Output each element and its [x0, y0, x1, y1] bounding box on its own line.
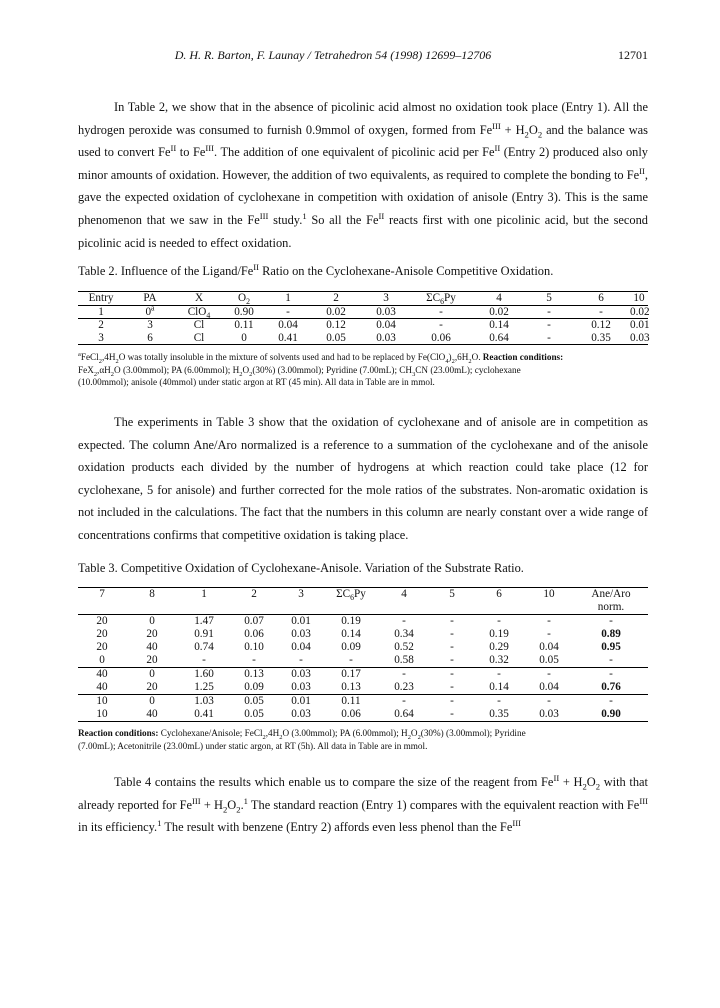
table-row: 2 3 Cl 0.11 0.04 0.12 0.04 - 0.14 - 0.12 0.01 — [98, 319, 650, 332]
table2-header-row: Entry PA X $O_2$ 1 2 3 $\Sigma C_6Py$ 4 5 6 10 — [78, 292, 648, 306]
table-3 — [78, 587, 648, 722]
table-row: 10 40 0.41 0.05 0.03 0.06 0.64 - 0.35 0.03 0.90 — [78, 708, 648, 722]
paragraph-3: Table 4 contains the results which enable us to compare the size of the reagent from $Fe^{II} + H_2O_2$ with that already reported for $Fe^{III} + H_2O_2.^1$ The standard reaction (Entry 1) compares with the equivalent reaction with $Fe^{III}$ in its efficiency.$^1$ The result with benzene (Entry 2) affords even less phenol than the $Fe^{III}$ — [78, 772, 648, 835]
table-row: 0 20 - - - - 0.58 - 0.32 0.05 - — [78, 654, 648, 668]
table-row: 40 0 1.60 0.13 0.03 0.17 - - - - - — [96, 668, 613, 680]
table-row: 3 6 Cl 0 0.41 0.05 0.03 0.06 0.64 - 0.35 0.03 — [78, 332, 648, 345]
table-row: 20 20 0.91 0.06 0.03 0.14 0.34 - 0.19 - 0.89 — [96, 628, 621, 640]
table3-header-row-2: norm. — [78, 601, 648, 615]
table-row: 20 40 0.74 0.10 0.04 0.09 0.52 - 0.29 0.04 0.95 — [96, 641, 621, 653]
paragraph-1: In Table 2, we show that in the absence of picolinic acid almost no oxidation took place (Entry 1). All the hydrogen peroxide was consumed to furnish 0.9mmol of oxygen, formed from $Fe^{III} + H_2O_2$ and the balance was used to convert $Fe^{II}$ to $Fe^{III}$. The addition of one equivalent of picolinic acid per $Fe^{II}$ (Entry 2) produced also only minor amounts of oxidation. However, the addition of two equivalents, as required to complete the bonding to $Fe^{II}$, gave the expected oxidation of cyclohexane in competition with oxidation of anisole (Entry 3). This is the same phenomenon that we saw in the $Fe^{III}$ study.$^1$ So all the $Fe^{II}$ reacts first with one picolinic acid, but the second picolinic acid is needed to effect oxidation. — [78, 100, 648, 250]
table3-footnote: Reaction conditions: Cyclohexane/Anisole; $FeCl_2,4H_2O$ (3.00mmol); PA (6.00mmol); $H_2O_2(30\%)$ (3.00mmol); Pyridine (7.00mL); Acetonitrile (23.00mL) under static argon, at RT (5h). All data in Table are in mmol. — [78, 728, 526, 751]
running-title: D. H. R. Barton, F. Launay / Tetrahedron 54 (1998) 12699–12706 — [174, 48, 492, 62]
table-2 — [78, 291, 648, 345]
table3-caption: Table 3. Competitive Oxidation of Cyclohexane-Anisole. Variation of the Substrate Ratio. — [78, 561, 524, 575]
table2-footnote: $^aFeCl_2,4H_2O$ was totally insoluble in the mixture of solvents used and had to be replaced by $Fe(ClO_4)_2,6H_2O$. Reaction conditions: $FeX_2,\alpha H_2O$ (3.00mmol); PA (6.00mmol); $H_2O_2(30\%)$ (3.00mmol); Pyridine (7.00mL); $CH_3CN$ (23.00mL); cyclohexane (10.00mmol); anisole (40mmol) under static argon at RT (45 min). All data in Table are in mmol. — [78, 350, 564, 388]
table-row: 20 0 1.47 0.07 0.01 0.19 - - - - - — [96, 615, 613, 627]
table3-header-row: 7 8 1 2 3 $\Sigma C_6Py$ 4 5 6 10 Ane/Aro — [78, 588, 648, 602]
table-row: 40 20 1.25 0.09 0.03 0.13 0.23 - 0.14 0.04 0.76 — [78, 681, 648, 695]
paragraph-2: The experiments in Table 3 show that the oxidation of cyclohexane and of anisole are in competition as expected. The column Ane/Aro normalized is a reference to a summation of the cyclohexane and of the anisole oxidation products each divided by the number of hydrogens at which reaction could take place (12 for cyclohexane, 5 for anisole) and further corrected for the mole ratios of the substrates. Non-aromatic oxidation is not included in the calculations. The fact that the numbers in this column are nearly constant over a wide range of concentrations confirms that competitive oxidation is taking place. — [78, 415, 648, 542]
table-row: 10 0 1.03 0.05 0.01 0.11 - - - - - — [96, 695, 613, 707]
table-row: 1 0$^a$ ClO$_4$ 0.90 - 0.02 0.03 - 0.02 - - 0.02 — [78, 305, 648, 319]
running-header — [78, 48, 648, 64]
table2-caption: Table 2. Influence of the Ligand/$Fe^{II}$ Ratio on the Cyclohexane-Anisole Competitive Oxidation. — [78, 261, 554, 278]
page-number: 12701 — [618, 48, 648, 62]
